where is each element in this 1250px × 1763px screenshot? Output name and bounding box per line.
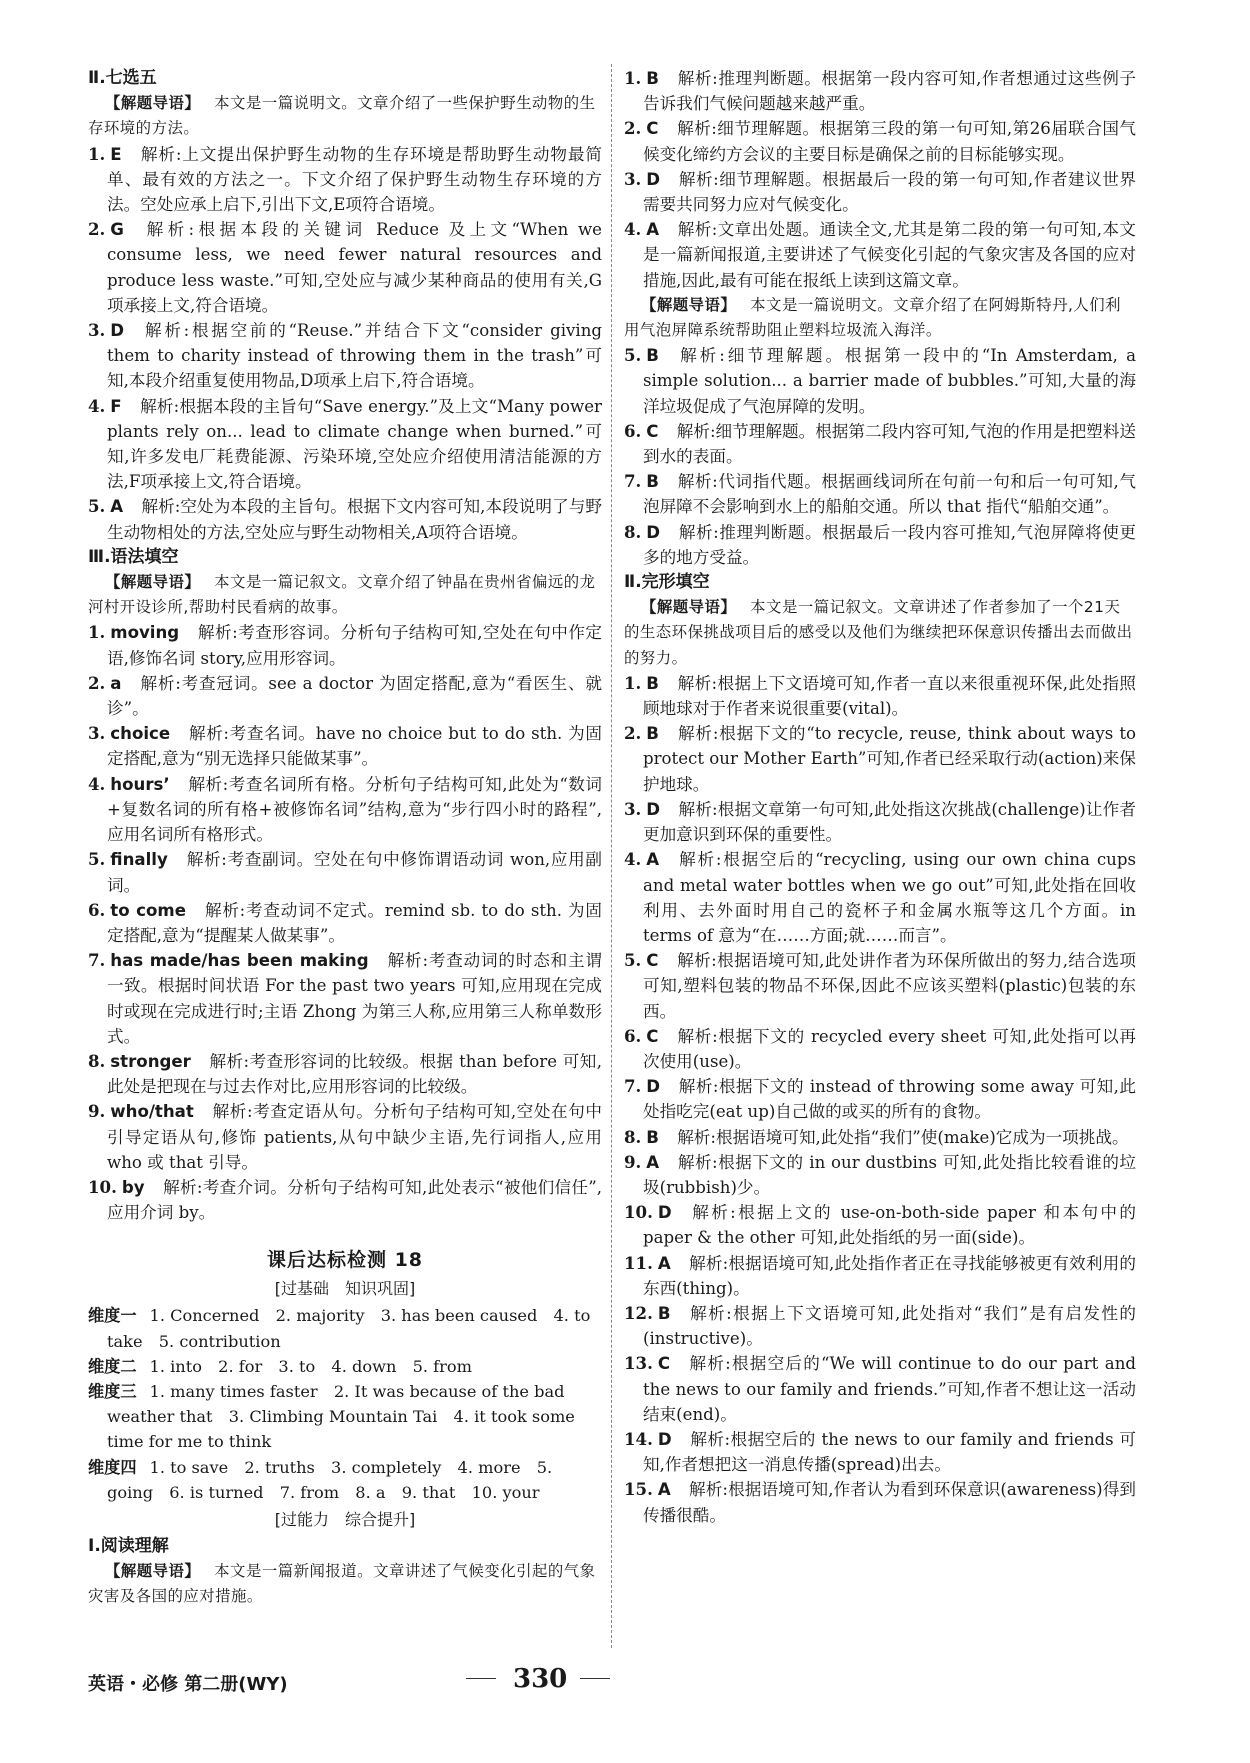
answer-item — [624, 419, 1136, 469]
section-title-seven-choose-five: Ⅱ.七选五 — [88, 68, 157, 88]
item-explanation: 解析:根据语境可知,此处指“我们”使(make)它成为一项挑战。 — [677, 1127, 1129, 1147]
dimension-answers: 1. many times faster 2. It was because of the bad weather that 3. Climbing Mountain Tai 4. it took some time for me to think — [107, 1381, 575, 1452]
answer-list — [624, 343, 1136, 570]
answer-item — [624, 1427, 1136, 1477]
item-explanation: 解析:考查介词。分析句子结构可知,此处表示“被他们信任”,应用介词 by。 — [107, 1177, 602, 1223]
dimension-row — [88, 1379, 602, 1455]
item-number: 3. — [88, 320, 106, 341]
item-explanation: 解析:根据空后的“recycling, using our own china cups and metal water bottles when we go out”可知,此处指在回收利用、去外面时用自己的瓷杯子和金属水瓶等这几个方面。in terms of 意为“在……方面;就……而言”。 — [643, 850, 1136, 945]
item-explanation: 解析:根据文章第一句可知,此处指这次挑战(challenge)让作者更加意识到环保的重要性。 — [643, 799, 1136, 845]
item-answer: A — [657, 1480, 671, 1500]
answer-item — [624, 1125, 1136, 1150]
item-explanation: 解析:根据空前的“Reuse.”并结合下文“consider giving them to charity instead of throwing them in the trash”可知,本段介绍重复使用物品,D项承上启下,符合语境。 — [107, 321, 602, 391]
item-number: 10. — [88, 1176, 117, 1197]
answer-list — [624, 671, 1136, 1528]
dimension-answers: 1. Concerned 2. majority 3. has been caused 4. to take 5. contribution — [107, 1306, 591, 1351]
intro-tag: 【解题导语】 — [640, 295, 737, 314]
item-number: 4. — [88, 395, 106, 416]
item-number: 6. — [88, 899, 106, 920]
item-number: 1. — [88, 622, 106, 643]
item-explanation: 解析:根据下文的“to recycle, reuse, think about ways to protect our Mother Earth”可知,作者已经采取行动(action)来保护地球。 — [643, 724, 1136, 794]
intro-text: 本文是一篇说明文。文章介绍了一些保护野生动物的生存环境的方法。 — [88, 94, 596, 138]
item-number: 5. — [88, 496, 106, 517]
item-answer: who/that — [110, 1102, 194, 1122]
answer-item — [88, 1099, 602, 1175]
subheading-ability: [过能力 综合提升] — [274, 1509, 416, 1529]
item-number: 9. — [88, 1101, 106, 1122]
item-number: 8. — [88, 1050, 106, 1071]
intro-tag: 【解题导语】 — [104, 1562, 201, 1581]
right-column — [624, 66, 1136, 1528]
intro-text: 本文是一篇记叙文。文章讲述了作者参加了一个21天的生态环保挑战项目后的感受以及他们为继续把环保意识传播出去而做出的努力。 — [624, 598, 1133, 667]
intro-tag: 【解题导语】 — [640, 598, 737, 617]
answer-item — [624, 1200, 1136, 1250]
section-intro — [88, 1559, 602, 1609]
answer-item — [88, 721, 602, 771]
item-explanation: 解析:根据空后的 the news to our family and friends 可知,作者想把这一消息传播(spread)出去。 — [643, 1429, 1136, 1475]
item-number: 11. — [624, 1252, 653, 1273]
item-number: 7. — [624, 471, 642, 492]
item-number: 1. — [624, 672, 642, 693]
answer-item — [624, 948, 1136, 1024]
item-number: 7. — [624, 1076, 642, 1097]
dimension-row — [88, 1303, 602, 1353]
item-explanation: 解析:根据空后的“We will continue to do our part and the news to our family and friends.”可知,作者不想让这一活动结束(end)。 — [643, 1354, 1136, 1424]
item-answer: A — [110, 497, 124, 517]
answer-item — [624, 66, 1136, 116]
section-intro — [88, 91, 602, 141]
answer-item — [88, 318, 602, 394]
item-answer: stronger — [110, 1051, 191, 1071]
item-explanation: 解析:考查定语从句。分析句子结构可知,空处在句中引导定语从句,修饰 patients,从句中缺少主语,先行词指人,应用 who 或 that 引导。 — [107, 1102, 602, 1172]
subheading-basics: [过基础 知识巩固] — [274, 1279, 416, 1299]
item-explanation: 解析:考查冠词。see a doctor 为固定搭配,意为“看医生、就诊”。 — [107, 673, 602, 719]
dimension-row — [88, 1455, 602, 1505]
dimension-answers: 1. to save 2. truths 3. completely 4. more 5. going 6. is turned 7. from 8. a 9. that 10. your — [107, 1457, 553, 1502]
answer-list — [88, 142, 602, 545]
dimension-label: 维度四 — [88, 1457, 137, 1477]
item-number: 6. — [624, 420, 642, 441]
item-number: 2. — [88, 672, 106, 693]
item-explanation: 解析:考查副词。空处在句中修饰谓语动词 won,应用副词。 — [107, 850, 602, 895]
answer-list — [88, 620, 602, 1225]
answer-item — [88, 1175, 602, 1225]
item-answer: A — [646, 1152, 660, 1172]
page-number: 330 — [513, 1664, 568, 1694]
item-answer: B — [646, 472, 659, 492]
item-answer: A — [646, 220, 660, 240]
section-title-reading: Ⅰ.阅读理解 — [88, 1535, 169, 1556]
section-intro — [624, 595, 1136, 671]
dimension-label: 维度二 — [88, 1356, 137, 1376]
item-number: 13. — [624, 1353, 653, 1374]
item-answer: D — [646, 169, 661, 189]
item-explanation: 解析:上文提出保护野生动物的生存环境是帮助野生动物最简单、最有效的方法之一。下文介绍了保护野生动物生存环境的方法。空处应承上启下,引出下文,E项符合语境。 — [107, 144, 602, 215]
item-number: 4. — [624, 219, 642, 240]
item-answer: finally — [110, 850, 168, 870]
item-explanation: 解析:考查动词不定式。remind sb. to do sth. 为固定搭配,意为“提醒某人做某事”。 — [107, 900, 602, 945]
answer-item — [624, 217, 1136, 293]
intro-text: 本文是一篇记叙文。文章介绍了钟晶在贵州省偏远的龙河村开设诊所,帮助村民看病的故事。 — [88, 573, 596, 617]
item-answer: D — [646, 799, 661, 819]
item-answer: A — [657, 1253, 671, 1273]
answer-item — [88, 847, 602, 897]
item-explanation: 解析:细节理解题。根据第二段内容可知,气泡的作用是把塑料送到水的表面。 — [643, 421, 1136, 467]
item-answer: B — [646, 673, 659, 693]
item-explanation: 解析:根据语境可知,此处讲作者为环保所做出的努力,结合选项可知,塑料包装的物品不环保,因此不应该买塑料(plastic)包装的东西。 — [643, 951, 1136, 1021]
column-divider — [611, 64, 612, 1648]
item-explanation: 解析:细节理解题。根据第三段的第一句可知,第26届联合国气候变化缔约方会议的主要目标是确保之前的目标能够实现。 — [643, 119, 1136, 164]
item-number: 1. — [624, 68, 642, 88]
test-title: 课后达标检测 18 — [266, 1249, 424, 1272]
item-explanation: 解析:根据下文的 in our dustbins 可知,此处指比较看谁的垃圾(rubbish)少。 — [643, 1152, 1136, 1197]
item-answer: D — [646, 522, 661, 542]
answer-item — [624, 1351, 1136, 1427]
section-title-cloze: Ⅱ.完形填空 — [624, 572, 710, 593]
answer-item — [88, 217, 602, 318]
item-explanation: 解析:考查形容词。分析句子结构可知,空处在句中作定语,修饰名词 story,应用形容词。 — [107, 623, 602, 668]
answer-item — [88, 772, 602, 848]
answer-item — [624, 1251, 1136, 1301]
footer-dash-left — [466, 1678, 496, 1679]
item-explanation: 解析:考查名词。have no choice but to do sth. 为固定搭配,意为“别无选择只能做某事”。 — [107, 724, 602, 769]
item-answer: moving — [110, 623, 180, 643]
item-explanation: 解析:根据上文的 use-on-both-side paper 和本句中的 paper & the other 可知,此处指纸的另一面(side)。 — [643, 1203, 1136, 1248]
item-number: 3. — [624, 168, 642, 189]
item-answer: F — [110, 396, 122, 416]
intro-tag: 【解题导语】 — [104, 573, 201, 592]
item-explanation: 解析:根据本段的主旨句“Save energy.”及上文“Many power plants rely on... lead to climate change when burned.”可知,许多发电厂耗费能源、污染环境,空处应介绍使用清洁能源的方法,F项承接上文,符合语境。 — [107, 396, 602, 492]
item-answer: C — [646, 119, 659, 139]
section-intro — [624, 293, 1136, 343]
item-answer: to come — [110, 900, 186, 920]
dimension-label: 维度三 — [88, 1381, 137, 1401]
item-number: 5. — [624, 345, 642, 366]
answer-item — [624, 721, 1136, 797]
item-answer: C — [646, 1026, 659, 1046]
item-number: 3. — [624, 798, 642, 819]
item-explanation: 解析:推理判断题。根据最后一段内容可推知,气泡屏障将使更多的地方受益。 — [643, 522, 1136, 567]
item-number: 14. — [624, 1428, 653, 1449]
footer-book-title: 英语・必修 第二册(WY) — [88, 1674, 288, 1695]
item-number: 1. — [88, 143, 106, 164]
item-explanation: 解析:根据语境可知,此处指作者正在寻找能够被更有效利用的东西(thing)。 — [643, 1253, 1136, 1298]
footer-dash-right — [580, 1678, 610, 1679]
item-number: 8. — [624, 521, 642, 542]
answer-item — [88, 1049, 602, 1099]
item-explanation: 解析:代词指代题。根据画线词所在句前一句和后一句可知,气泡屏障不会影响到水上的船舶交通。所以 that 指代“船舶交通”。 — [643, 472, 1136, 517]
item-answer: has made/has been making — [110, 951, 369, 971]
dimension-label: 维度一 — [88, 1306, 137, 1326]
item-answer: by — [121, 1177, 145, 1197]
answer-item — [88, 394, 602, 495]
item-number: 9. — [624, 1151, 642, 1172]
item-answer: D — [657, 1203, 672, 1223]
answer-item — [624, 343, 1136, 419]
item-number: 5. — [88, 849, 106, 870]
answer-item — [88, 671, 602, 721]
dimension-answers: 1. into 2. for 3. to 4. down 5. from — [149, 1356, 473, 1376]
item-number: 4. — [624, 849, 642, 870]
item-number: 15. — [624, 1479, 653, 1500]
item-number: 2. — [88, 219, 106, 240]
answer-item — [624, 847, 1136, 948]
item-answer: B — [646, 724, 659, 744]
answer-item — [624, 520, 1136, 570]
answer-item — [624, 1477, 1136, 1527]
item-answer: a — [110, 673, 122, 693]
item-number: 2. — [624, 118, 642, 139]
item-explanation: 解析:根据上下文语境可知,作者一直以来很重视环保,此处指照顾地球对于作者来说很重要(vital)。 — [643, 673, 1136, 719]
intro-text: 本文是一篇说明文。文章介绍了在阿姆斯特丹,人们利用气泡屏障系统帮助阻止塑料垃圾流入海洋。 — [624, 295, 1122, 340]
item-answer: B — [646, 69, 659, 88]
item-answer: B — [646, 1127, 659, 1147]
item-explanation: 解析:考查名词所有格。分析句子结构可知,此处为“数词+复数名词的所有格+被修饰名词”结构,意为“步行四小时的路程”,应用名词所有格形式。 — [107, 774, 602, 845]
item-answer: B — [657, 1303, 671, 1323]
section-title-grammar-fill: Ⅲ.语法填空 — [88, 546, 179, 567]
item-number: 4. — [88, 773, 106, 794]
item-explanation: 解析:文章出处题。通读全文,尤其是第二段的第一句可知,本文是一篇新闻报道,主要讲述了气候变化引起的气象灾害及各国的应对措施,因此,最有可能在报纸上读到这篇文章。 — [643, 220, 1136, 290]
item-number: 7. — [88, 950, 106, 971]
item-explanation: 解析:细节理解题。根据最后一段的第一句可知,作者建议世界需要共同努力应对气候变化。 — [643, 169, 1136, 215]
intro-tag: 【解题导语】 — [104, 94, 201, 113]
item-number: 12. — [624, 1302, 653, 1323]
left-column — [88, 66, 602, 1610]
answer-item — [624, 469, 1136, 519]
answer-item — [624, 1301, 1136, 1351]
item-number: 5. — [624, 950, 642, 971]
intro-text: 本文是一篇新闻报道。文章讲述了气候变化引起的气象灾害及各国的应对措施。 — [88, 1562, 596, 1606]
answer-item — [624, 1150, 1136, 1200]
item-answer: choice — [110, 724, 171, 744]
item-explanation: 解析:根据下文的 recycled every sheet 可知,此处指可以再次使用(use)。 — [643, 1026, 1136, 1071]
item-explanation: 解析:推理判断题。根据第一段内容可知,作者想通过这些例子告诉我们气候问题越来越严重。 — [643, 69, 1136, 114]
answer-item — [624, 1074, 1136, 1124]
item-answer: G — [110, 220, 124, 240]
dimension-row — [88, 1354, 602, 1379]
item-answer: hours’ — [110, 774, 170, 794]
item-answer: D — [657, 1429, 672, 1449]
item-number: 3. — [88, 723, 106, 744]
dimension-list — [88, 1303, 602, 1505]
item-number: 6. — [624, 1025, 642, 1046]
item-explanation: 解析:根据上下文语境可知,此处指对“我们”是有启发性的(instructive)。 — [643, 1303, 1136, 1349]
answer-item — [88, 142, 602, 218]
item-answer: A — [646, 850, 660, 870]
item-explanation: 解析:考查形容词的比较级。根据 than before 可知,此处是把现在与过去作对比,应用形容词的比较级。 — [107, 1051, 602, 1097]
item-number: 2. — [624, 723, 642, 744]
item-explanation: 解析:考查动词的时态和主谓一致。根据时间状语 For the past two years 可知,应用现在完成时或现在完成进行时;主语 Zhong 为第三人称,应用第三人称单数形式。 — [107, 951, 603, 1046]
item-explanation: 解析:细节理解题。根据第一段中的“In Amsterdam, a simple solution... a barrier made of bubbles.”可知,大量的海洋垃圾促成了气泡屏障的发明。 — [643, 346, 1136, 416]
item-explanation: 解析:空处为本段的主旨句。根据下文内容可知,本段说明了与野生动物相处的方法,空处应与野生动物相关,A项符合语境。 — [107, 497, 602, 542]
section-intro — [88, 570, 602, 620]
answer-item — [88, 494, 602, 544]
item-number: 8. — [624, 1126, 642, 1147]
item-explanation: 解析:根据语境可知,作者认为看到环保意识(awareness)得到传播很酷。 — [643, 1480, 1136, 1525]
item-answer: D — [110, 321, 125, 341]
item-answer: D — [646, 1077, 661, 1097]
item-answer: E — [110, 144, 122, 164]
item-answer: C — [657, 1354, 671, 1374]
answer-item — [624, 116, 1136, 166]
item-answer: B — [646, 346, 659, 366]
item-answer: C — [646, 421, 659, 441]
answer-item — [624, 797, 1136, 847]
item-number: 10. — [624, 1202, 653, 1223]
item-answer: C — [646, 951, 659, 971]
answer-item — [88, 948, 602, 1049]
answer-list — [624, 66, 1136, 293]
answer-item — [624, 167, 1136, 217]
answer-item — [88, 898, 602, 948]
item-explanation: 解析:根据本段的关键词 Reduce 及上文“When we consume less, we need fewer natural resources and produce less waste.”可知,空处应与减少某种商品的使用有关,G项承接上文,符合语境。 — [107, 220, 602, 315]
answer-item — [624, 1024, 1136, 1074]
answer-item — [624, 671, 1136, 721]
answer-item — [88, 620, 602, 670]
item-explanation: 解析:根据下文的 instead of throwing some away 可知,此处指吃完(eat up)自己做的或买的所有的食物。 — [643, 1077, 1136, 1122]
